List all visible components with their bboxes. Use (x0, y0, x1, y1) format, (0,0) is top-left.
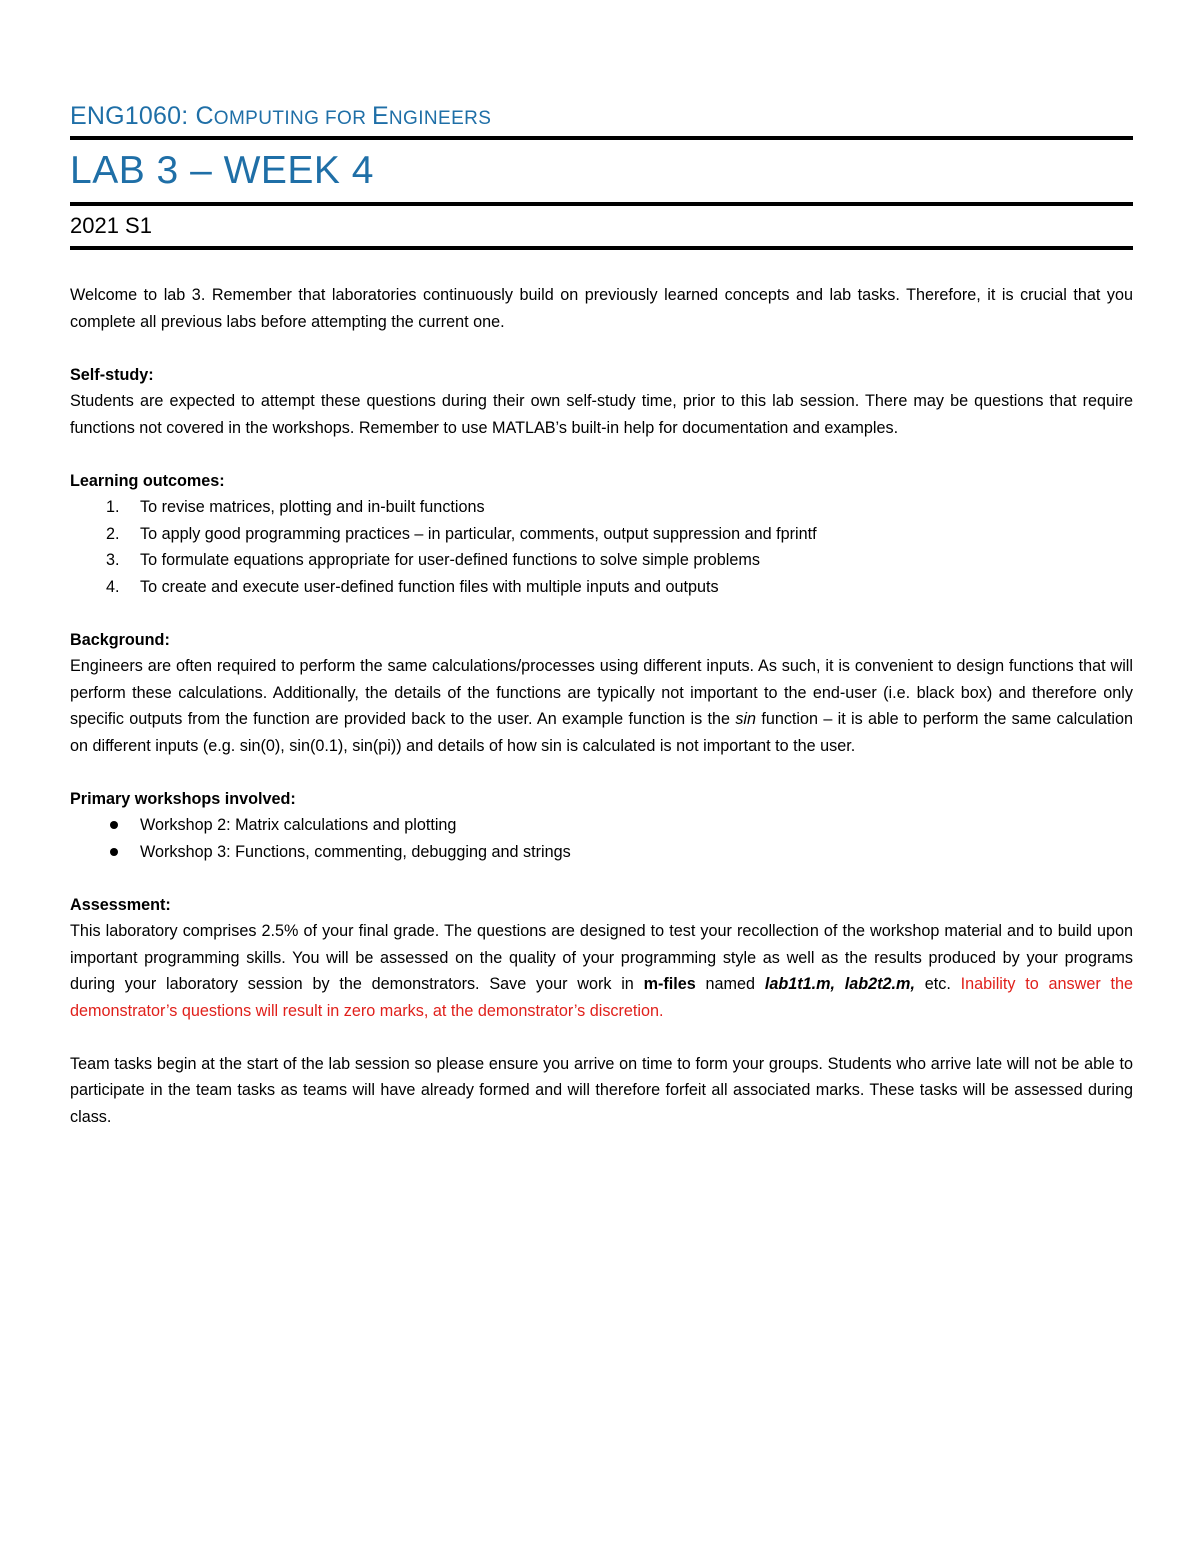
self-study-paragraph: Students are expected to attempt these questions during their own self-study time, prior to this lab session. There may be questions that require functions not covered in the workshops. Remember to use MATLAB’s built-in help for documentation and examples. (70, 392, 1133, 437)
spacer (70, 865, 1133, 892)
team-tasks-paragraph: Team tasks begin at the start of the lab session so please ensure you arrive on time to form your groups. Students who arrive late will not be able to participate in the team tasks as teams will have already formed and will therefore forfeit all associated marks. These tasks will be assessed during class. (70, 1054, 1133, 1126)
assessment-text-part-1: This laboratory comprises 2.5% of your final grade. The questions are designed to test your recollection of the workshop material and to build upon important programming skills. You will be assessed on the quality of your programming style as well as the results produced by your programs during your laboratory session by the demonstrators. Save your work in (70, 922, 1133, 993)
background-heading: Background: (70, 630, 170, 649)
document-page (70, 96, 1133, 1130)
spacer (70, 250, 1133, 282)
course-name-ngineers: NGINEERS (388, 108, 492, 129)
workshops-list (70, 812, 1133, 865)
learning-outcomes-heading: Learning outcomes: (70, 471, 225, 490)
list-item (70, 547, 1133, 574)
learning-outcomes-list (70, 494, 1133, 600)
background-paragraph (70, 653, 1133, 759)
self-study-heading: Self-study: (70, 365, 154, 384)
list-item-text: To apply good programming practices – in particular, comments, output suppression and fprintf (140, 524, 817, 543)
list-item (70, 839, 1133, 866)
mfiles-term: m-files (643, 975, 696, 993)
assessment-heading: Assessment: (70, 895, 171, 914)
bullet-icon (110, 821, 118, 829)
list-item (70, 521, 1133, 548)
file-names: lab1t1.m, lab2t2.m, (764, 975, 915, 993)
list-number: 2. (106, 524, 120, 543)
workshops-heading: Primary workshops involved: (70, 789, 296, 808)
bullet-icon (110, 848, 118, 856)
assessment-text-part-2: named (695, 975, 765, 993)
course-name-for: FOR (319, 108, 373, 129)
assessment-paragraph (70, 918, 1133, 1024)
sin-function-name: sin (735, 710, 757, 728)
list-item-text: To create and execute user-defined function files with multiple inputs and outputs (140, 577, 719, 596)
list-number: 1. (106, 498, 120, 516)
list-item-text: Workshop 2: Matrix calculations and plotting (140, 816, 457, 834)
list-item (70, 574, 1133, 601)
intro-paragraph: Welcome to lab 3. Remember that laboratories continuously build on previously learned concepts and lab tasks. Therefore, it is crucial that you complete all previous labs before attempting the current one. (70, 286, 1133, 331)
list-item-text: To revise matrices, plotting and in-built functions (140, 498, 485, 516)
course-code: ENG1060: (70, 102, 189, 130)
list-item (70, 494, 1133, 521)
course-name-omputing: OMPUTING (213, 108, 320, 129)
term-label: 2021 S1 (70, 213, 152, 238)
assessment-text-part-3: etc. (914, 975, 961, 993)
assessment-warning: Inability to answer the demonstrator’s questions will result in zero marks, at the demonstrator’s discretion. (70, 975, 1133, 1020)
list-item-text: To formulate equations appropriate for user-defined functions to solve simple problems (140, 551, 760, 569)
list-number: 3. (106, 551, 120, 569)
spacer (70, 759, 1133, 786)
spacer (70, 1024, 1133, 1051)
spacer (70, 600, 1133, 627)
background-text-part-2: function – it is able to perform the same calculation on different inputs (e.g. sin(0), sin(0.1), sin(pi)) and details of how sin is calculated is not important to the user. (70, 710, 1134, 755)
spacer (70, 441, 1133, 468)
list-item-text: Workshop 3: Functions, commenting, debugging and strings (140, 842, 571, 861)
course-title (70, 96, 1133, 136)
list-item (70, 812, 1133, 839)
course-name-cap-e: E (372, 102, 389, 130)
lab-title: LAB 3 – WEEK 4 (70, 149, 374, 192)
list-number: 4. (106, 577, 120, 596)
spacer (70, 335, 1133, 362)
course-name-cap-c: C (195, 102, 214, 130)
background-text-part-1: Engineers are often required to perform the same calculations/processes using different inputs. As such, it is convenient to design functions that will perform these calculations. Additionally, the details of the functions are typically not important to the end-user (i.e. black box) and therefore only specific outputs from the function are provided back to the user. An example function is the (70, 657, 1133, 728)
